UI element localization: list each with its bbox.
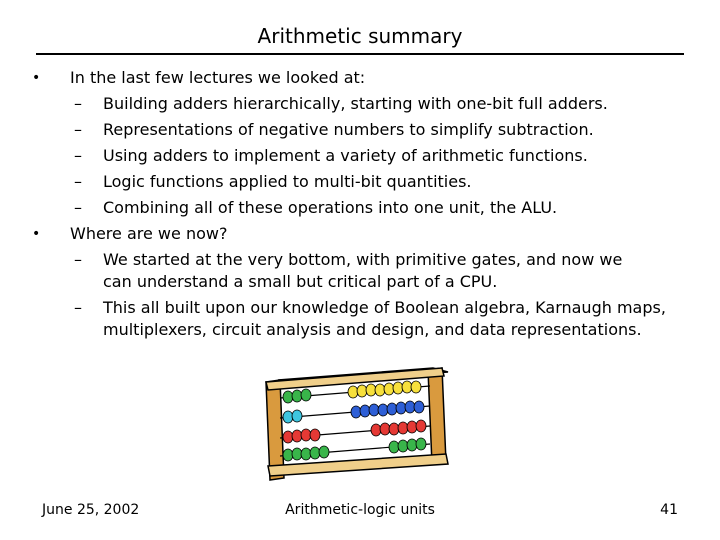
abacus-illustration: [258, 362, 458, 482]
bullet-2-subitem-2-line-1: This all built upon our knowledge of Boolean algebra, Karnaugh maps,: [103, 298, 666, 317]
dash-marker: –: [74, 172, 82, 191]
bullet-marker: •: [32, 226, 41, 242]
footer-title: Arithmetic-logic units: [285, 502, 435, 518]
bullet-2-subitem-2-line-2: multiplexers, circuit analysis and design, and data representations.: [103, 320, 642, 339]
dash-marker: –: [74, 250, 82, 269]
dash-marker: –: [74, 146, 82, 165]
bullet-1-subitem-1: Building adders hierarchically, starting with one-bit full adders.: [103, 94, 608, 113]
dash-marker: –: [74, 120, 82, 139]
dash-marker: –: [74, 198, 82, 217]
slide-title: Arithmetic summary: [257, 24, 463, 48]
bullet-2-subitem-1-line-2: can understand a small but critical part of a CPU.: [103, 272, 498, 291]
title-underline: [36, 53, 684, 55]
dash-marker: –: [74, 298, 82, 317]
bullet-1-subitem-5: Combining all of these operations into one unit, the ALU.: [103, 198, 558, 217]
bullet-marker: •: [32, 70, 41, 86]
dash-marker: –: [74, 94, 82, 113]
bullet-2-subitem-1-line-1: We started at the very bottom, with primitive gates, and now we: [103, 250, 623, 269]
page-number: 41: [660, 502, 678, 518]
bullet-2-text: Where are we now?: [70, 224, 228, 243]
bullet-1-text: In the last few lectures we looked at:: [70, 68, 366, 87]
bullet-1-subitem-2: Representations of negative numbers to simplify subtraction.: [103, 120, 594, 139]
bullet-1-subitem-4: Logic functions applied to multi-bit quantities.: [103, 172, 472, 191]
footer-date: June 25, 2002: [42, 502, 140, 518]
bullet-1-subitem-3: Using adders to implement a variety of arithmetic functions.: [103, 146, 588, 165]
